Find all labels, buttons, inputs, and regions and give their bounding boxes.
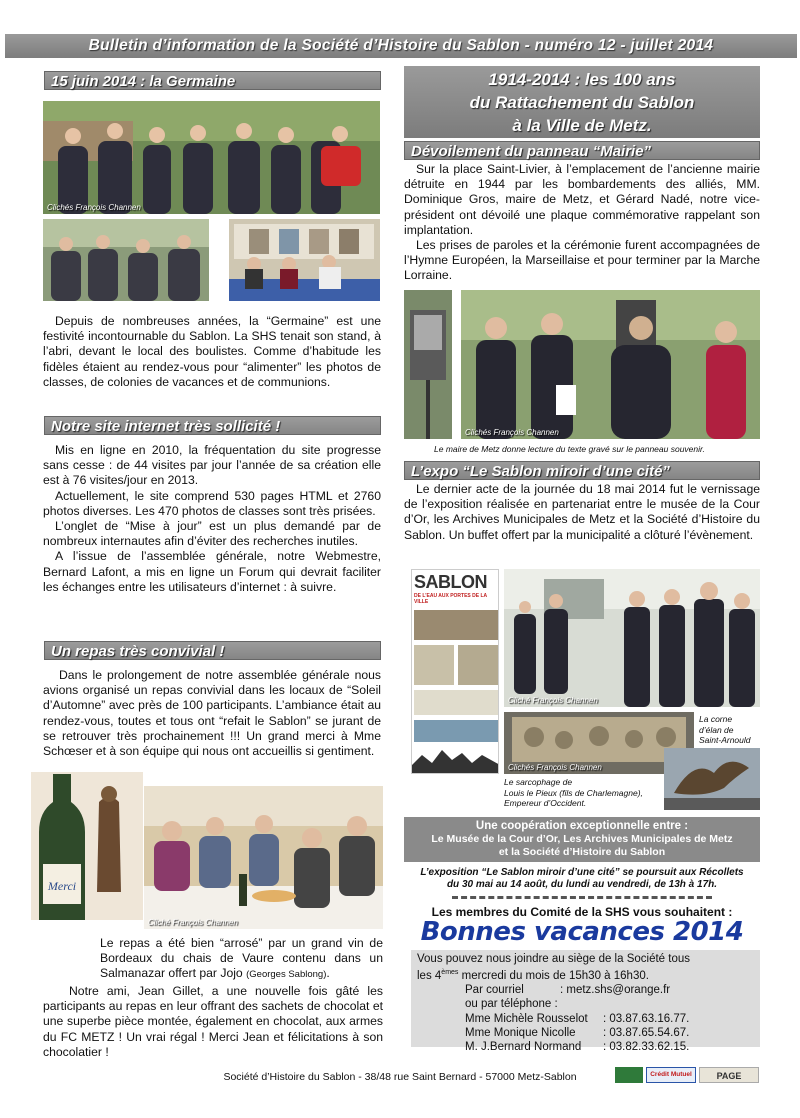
site-text: [43, 443, 381, 595]
repas-paragraph-1: Dans le prolongement de notre assemblée générale nous avions organisé un repas convivial dans les locaux de “Soleil d’Automne” avec près de 100 participants. L’ambiance était au rendez-vous, toutes et tous ont “refait le Sablon” se jurant de se retrouver très prochainement !!! Un grand merci à Mme Schœser et à son équipe qui nous ont accueillis si gentiment.: [43, 668, 381, 759]
vernissage-photo-image: [504, 569, 760, 707]
section-title-site: Notre site internet très sollicité !: [44, 416, 381, 435]
photo-expo-vernissage: [504, 569, 760, 707]
repas-p2-name: (Georges Sablong): [246, 969, 327, 981]
sponsor-logos: [615, 1066, 765, 1084]
contact-sup: èmes: [441, 969, 459, 977]
contact-phone: : 03.87.65.54.67.: [603, 1026, 690, 1039]
poster-subtitle: DE L’EAU AUX PORTES DE LA VILLE: [414, 593, 487, 605]
section-title-germaine: 15 juin 2014 : la Germaine: [44, 71, 381, 90]
contact-phone-label: ou par téléphone :: [465, 998, 558, 1011]
dotted-divider: [452, 896, 712, 899]
contact-email[interactable]: : metz.shs@orange.fr: [560, 984, 671, 997]
repas-text-2: [100, 936, 383, 983]
photo-mairie-plaque: [404, 290, 452, 439]
cooperation-box: [404, 817, 760, 862]
contact-name: Mme Monique Nicolle: [465, 1026, 576, 1039]
corne-caption-line-1: La corne: [699, 714, 733, 724]
cooperation-line-3: et la Société d’Histoire du Sablon: [498, 846, 666, 858]
repas-p2-end: .: [326, 966, 330, 981]
photo-credit: Clichés François Channen: [508, 763, 602, 772]
contact-name: M. J.Bernard Normand: [465, 1041, 582, 1054]
centenary-title-line-2: du Rattachement du Sablon: [469, 93, 695, 112]
stand-photo-image: [229, 219, 380, 301]
ceremony-photo-image: [461, 290, 760, 439]
cooperation-line-2: Le Musée de la Cour d’Or, Les Archives Municipales de Metz: [431, 833, 733, 845]
group-photo-image: [43, 101, 380, 214]
sarcophage-caption-line-3: Empereur d’Occident.: [504, 798, 587, 808]
contact-line-1: Vous pouvez nous joindre au siège de la Société tous: [417, 953, 690, 965]
photo-credit: Cliché François Channen: [148, 918, 238, 927]
sarcophage-caption-line-1: Le sarcophage de: [504, 777, 573, 787]
contact-phone: : 03.82.33.62.15.: [603, 1041, 690, 1054]
comite-wishes: Les membres du Comité de la SHS vous souhaitent :: [431, 905, 733, 919]
repas-photo-image: [144, 786, 383, 929]
photo-germaine-stand: [229, 219, 380, 301]
site-paragraph-3: L’onglet de “Mise à jour” est un plus demandé par de nombreux internautes afin d’éviter des recherches inutiles.: [43, 519, 381, 549]
corne-caption: [699, 714, 761, 746]
mairie-paragraph-1: Sur la place Saint-Livier, à l’emplacement de l’ancienne mairie détruite en 1944 par les bombardements des alliés, MM. Dominique Gros, maire de Metz, et Gérard Nadé, notre vice-président ont dévoilé une plaque commémorative rappelant son implantation.: [404, 162, 760, 237]
site-paragraph-2: Actuellement, le site comprend 530 pages HTML et 2760 photos diverses. Les 470 photos de classes sont très prisées.: [43, 488, 381, 518]
repas-p2-main: Le repas a été bien “arrosé” par un grand vin de Bordeaux du chais de Vaure contenu dans un Salmanazar offert par Jojo: [100, 936, 383, 981]
sarcophage-caption-line-2: Louis le Pieux (fils de Charlemagne),: [504, 787, 643, 798]
contact-email-row: [417, 983, 754, 997]
centenary-title-line-3: à la Ville de Metz.: [512, 116, 652, 135]
contact-l2b: mercredi du mois de 15h30 à 16h30.: [458, 970, 649, 983]
corne-caption-line-2: d’élan de: [699, 724, 734, 735]
poster-images: [412, 605, 499, 774]
sponsor-logo-metz: [615, 1067, 643, 1083]
section-title-expo: L’expo “Le Sablon miroir d’une cité”: [404, 461, 760, 480]
plaque-photo-image: [404, 290, 452, 439]
expo-note: [404, 867, 760, 891]
expo-text: [404, 482, 760, 543]
contact-name: Mme Michèle Rousselot: [465, 1012, 588, 1025]
expo-paragraph: Le dernier acte de la journée du 18 mai 2014 fut le vernissage de l’exposition réalisée en partenariat entre le musée de la Cour d’Or, les Archives Municipales de Metz et la Société d’Histoire du Sablon. Un buffet offert par la municipalité a clôturé l’évènement.: [404, 482, 760, 542]
guests-photo-image: [43, 219, 209, 301]
site-paragraph-4: A l’issue de l’assemblée générale, notre Webmestre, Bernard Lafont, a mis en ligne un Forum qui devrait faciliter les échanges entre les utilisateurs d’internet : à suivre.: [43, 549, 381, 594]
contact-email-label: Par courriel: [465, 984, 524, 997]
bottle-image: [31, 772, 143, 920]
corne-caption-line-3: Saint-Arnould: [699, 735, 751, 745]
sponsor-logo-page: PAGE: [699, 1067, 759, 1083]
bonnes-vacances-title: Bonnes vacances 2014: [420, 917, 744, 947]
expo-note-line-2: du 30 mai au 14 août, du lundi au vendredi, de 13h à 17h.: [446, 879, 718, 890]
section-title-mairie: Dévoilement du panneau “Mairie”: [404, 141, 760, 160]
centenary-title: [404, 66, 760, 138]
photo-mairie-ceremony: [461, 290, 760, 439]
repas-paragraph-3: Notre ami, Jean Gillet, a une nouvelle fois gâté les participants au repas en leur offrant des sachets de chocolat et une superbe pièce montée, également en chocolat, aux armes du FC METZ ! Un vrai régal ! Merci Jean et félicitations à son chocolatier !: [43, 984, 383, 1059]
mairie-caption: Le maire de Metz donne lecture du texte gravé sur le panneau souvenir.: [434, 444, 705, 454]
contact-row: [417, 1012, 754, 1026]
photo-expo-poster: [411, 569, 499, 774]
photo-germaine-group: [43, 101, 380, 214]
footer-address: Société d’Histoire du Sablon - 38/48 rue Saint Bernard - 57000 Metz-Sablon: [223, 1071, 577, 1083]
poster-title: SABLON: [414, 572, 487, 592]
photo-credit: Cliché François Channen: [508, 696, 598, 705]
germaine-text: [43, 314, 381, 390]
contact-box: [411, 950, 760, 1054]
repas-paragraph-2: [100, 936, 383, 983]
photo-credit: Clichés François Channen: [47, 203, 141, 212]
sarcophage-caption: [504, 777, 684, 809]
bottle-label-text: Merci: [47, 879, 77, 893]
contact-row: [417, 1040, 754, 1054]
contact-row: [417, 1026, 754, 1040]
germaine-paragraph: Depuis de nombreuses années, la “Germaine” est une festivité incontournable du Sablon. La SHS tenait son stand, à l’abri, devant le local des boulistes. Comme d’habitude les fidèles étaient au rendez-vous pour “alimenter” les photos de classes, de colonies de vacances et de communions.: [43, 314, 381, 389]
contact-line-2: [417, 966, 754, 983]
photo-repas: [144, 786, 383, 929]
cooperation-line-1: Une coopération exceptionnelle entre :: [475, 820, 689, 832]
photo-germaine-guests: [43, 219, 209, 301]
centenary-title-line-1: 1914-2014 : les 100 ans: [488, 70, 676, 89]
photo-credit: Clichés François Channen: [465, 428, 559, 437]
mairie-paragraph-2: Les prises de paroles et la cérémonie furent accompagnées de l’Hymne Européen, la Marseillaise et pour terminer par la Marche Lorraine.: [404, 238, 760, 283]
repas-text: [43, 668, 381, 759]
expo-note-line-1: L’exposition “Le Sablon miroir d’une cité” se poursuit aux Récollets: [420, 867, 744, 878]
contact-phone: : 03.87.63.16.77.: [603, 1012, 690, 1025]
section-title-repas: Un repas très convivial !: [44, 641, 381, 660]
bulletin-banner: Bulletin d’information de la Société d’Histoire du Sablon - numéro 12 - juillet 2014: [5, 34, 797, 58]
contact-l2a: les 4: [417, 970, 442, 983]
mairie-text: [404, 162, 760, 284]
sponsor-logo-credit-mutuel: Crédit Mutuel: [646, 1067, 696, 1083]
photo-salmanazar-bottle: [31, 772, 143, 920]
repas-text-3: [43, 984, 383, 1060]
site-paragraph-1: Mis en ligne en 2010, la fréquentation du site progresse sans cesse : de 44 visites par jour l’année de sa création elle est à 76 visites/jour en 2013.: [43, 443, 381, 488]
